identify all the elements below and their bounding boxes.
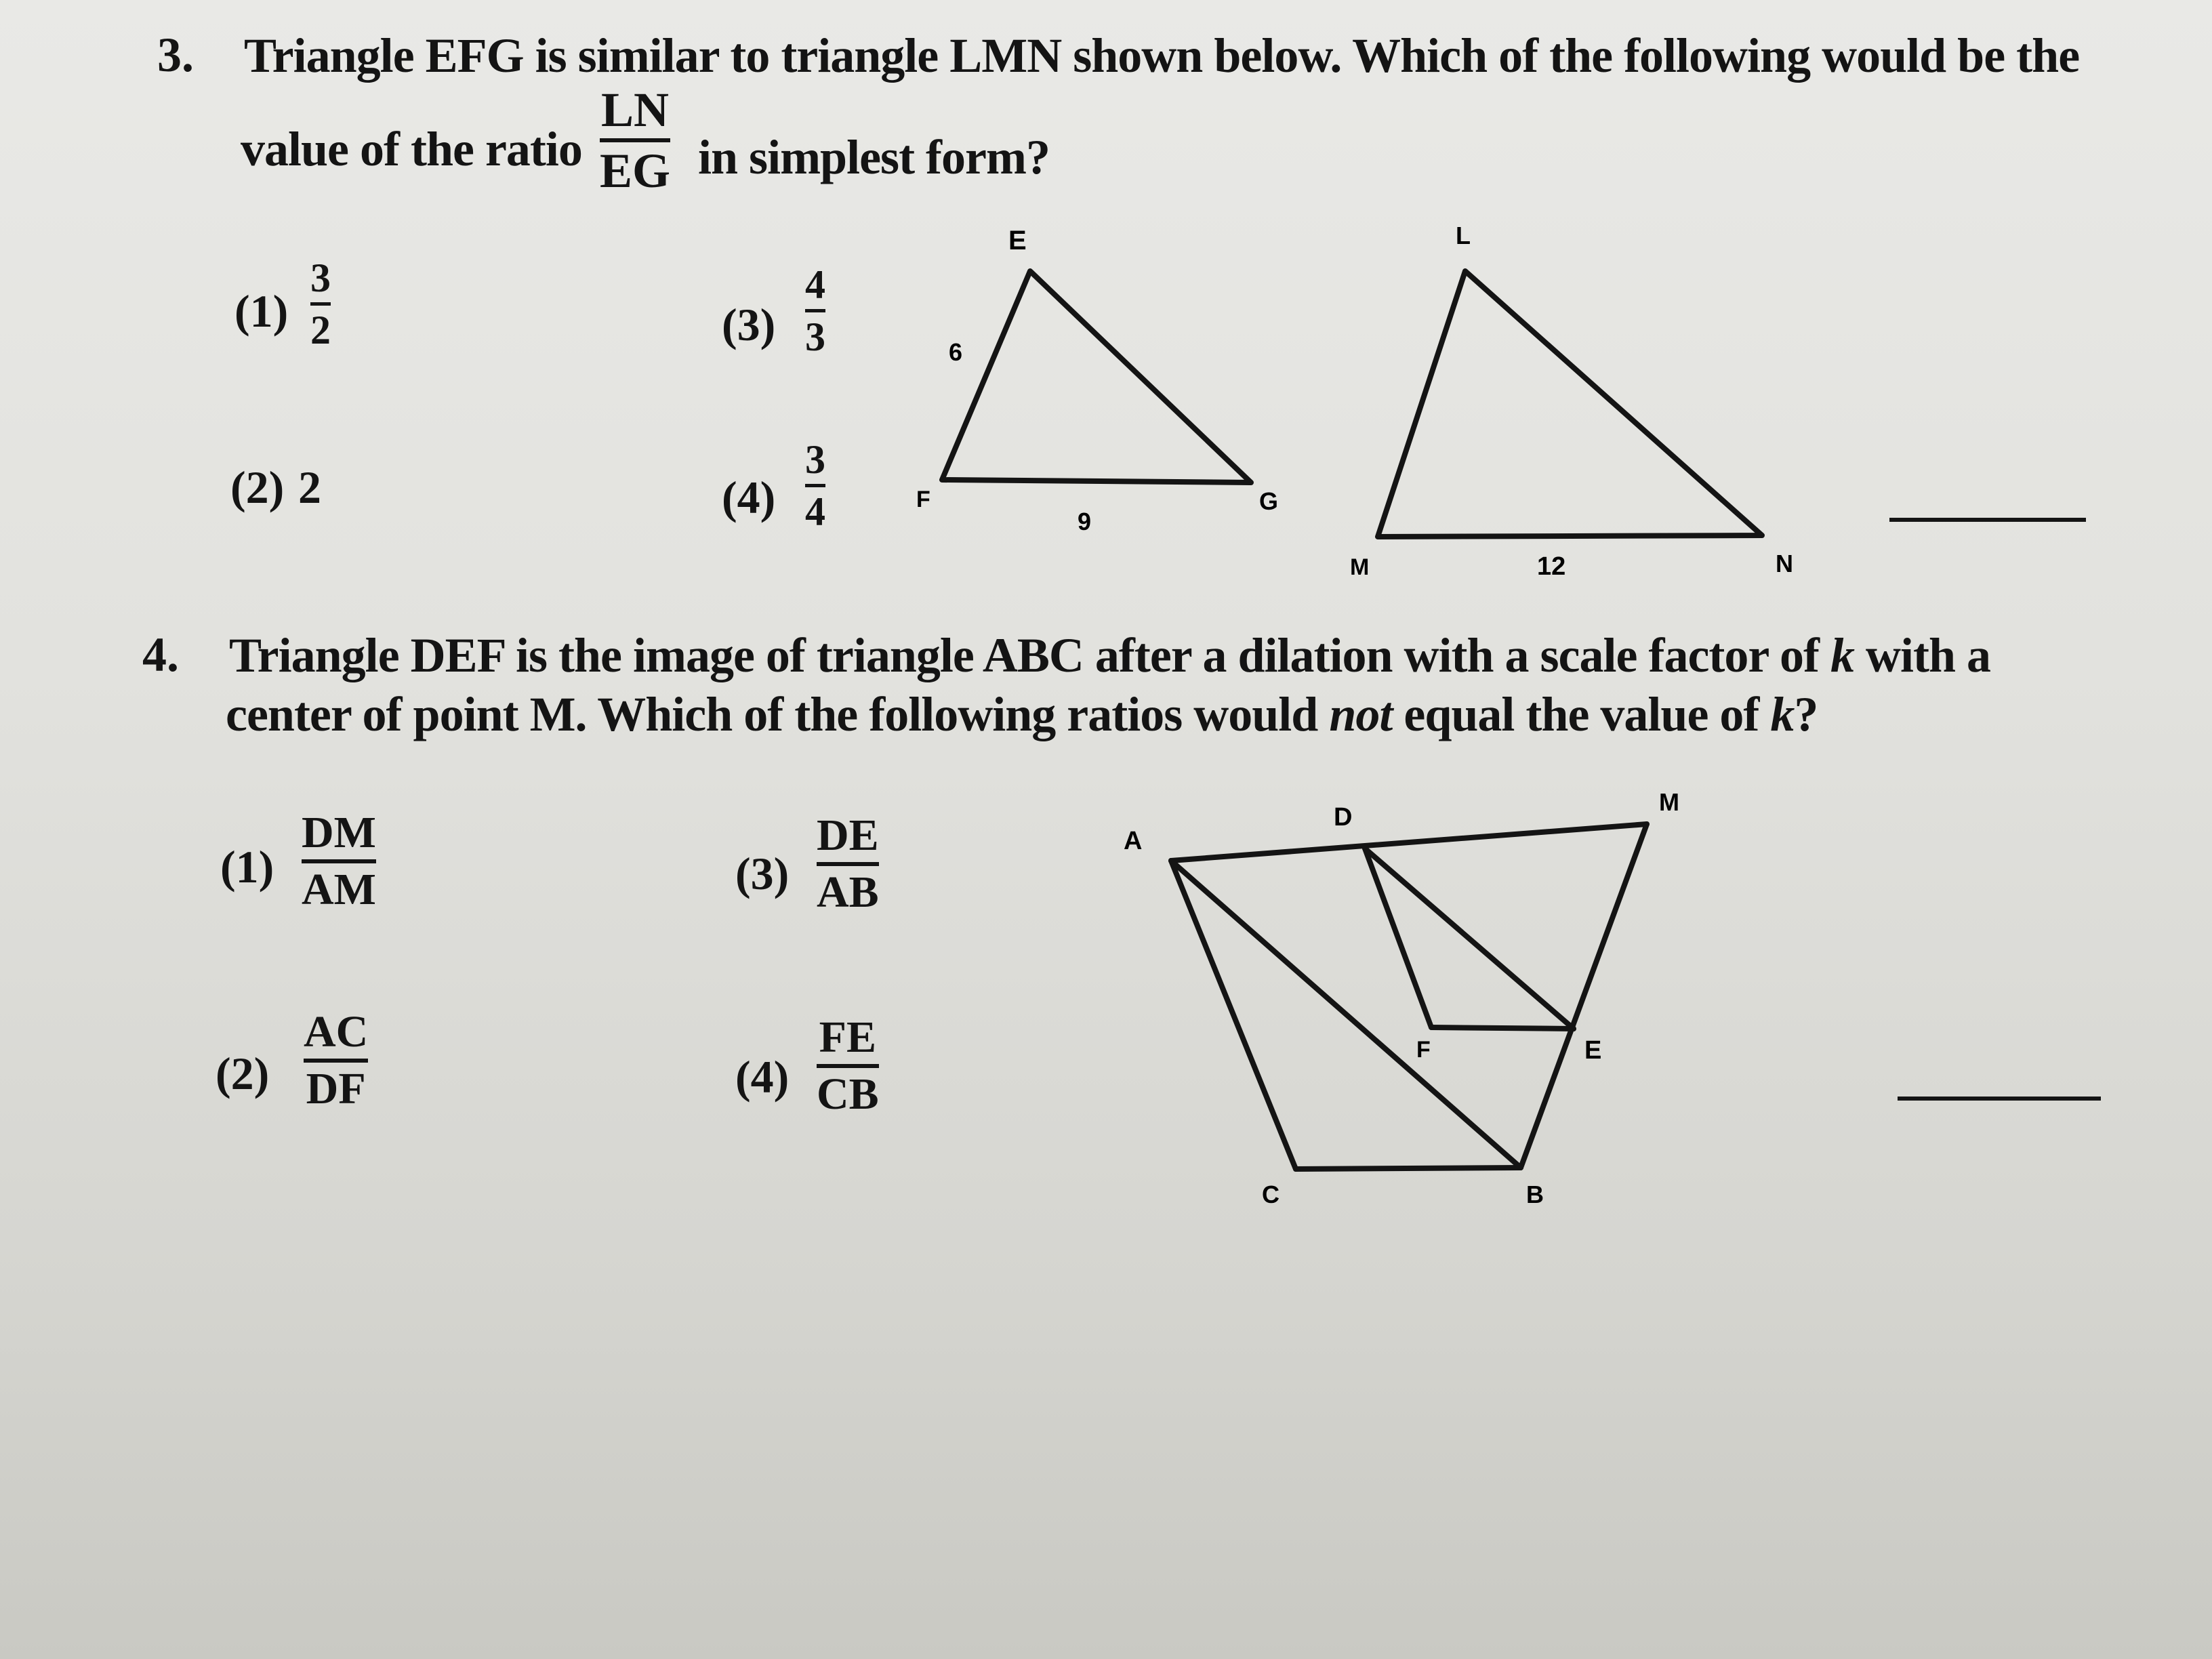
q3-ratio-numerator: LN [601, 83, 670, 137]
vertex-label-c: C [1262, 1181, 1279, 1208]
q4-choice-2-fraction[interactable] [304, 1007, 369, 1113]
q3-ratio-denominator: EG [600, 144, 671, 198]
vertex-label-a: A [1124, 827, 1143, 855]
q4-answer-blank[interactable] [1898, 1097, 2101, 1101]
q3-answer-blank[interactable] [1889, 518, 2086, 522]
q4-choice-2-label[interactable]: (2) [216, 1048, 270, 1099]
triangle-efg [942, 271, 1251, 483]
q4-line1-start: Triangle DEF is the image of triangle ABC after a dilation with a scale factor of [229, 628, 1820, 682]
q3-question-line1: Triangle EFG is similar to triangle LMN shown below. Which of the following would be the [244, 28, 2080, 83]
vertex-label-e: E [1008, 226, 1027, 255]
q4-choice-1-num: DM [302, 808, 376, 857]
fraction-bar [302, 859, 376, 863]
q4-line2-mid: equal the value of [1404, 687, 1759, 741]
q4-choice-1-fraction[interactable] [302, 808, 376, 914]
segment-ac [1171, 861, 1296, 1169]
q4-dilation-figure [1111, 779, 1721, 1213]
q3-choice-3-label[interactable]: (3) [722, 299, 776, 350]
q4-choice-3-label[interactable]: (3) [735, 848, 790, 899]
q3-choice-3-num: 4 [805, 262, 825, 307]
q3-question-line2-start: value of the ratio [241, 122, 582, 176]
side-label-ef: 6 [949, 338, 963, 366]
q4-question-line1 [229, 627, 1990, 684]
q3-choice-1-num: 3 [310, 255, 331, 300]
q4-choice-2-den: DF [306, 1064, 366, 1113]
vertex-label-b: B [1526, 1181, 1544, 1208]
fraction-bar [817, 862, 879, 866]
q4-choice-2-num: AC [304, 1007, 369, 1057]
q3-choice-4-num: 3 [805, 437, 825, 482]
q3-choice-2-label[interactable]: (2) [230, 462, 285, 513]
q4-number: 4. [142, 628, 179, 682]
q4-line2-end: ? [1794, 687, 1818, 741]
q3-choice-2-value[interactable]: 2 [298, 462, 321, 513]
vertex-label-m: M [1350, 554, 1370, 580]
vertex-label-e: E [1584, 1036, 1602, 1065]
segment-fe [1431, 1027, 1574, 1029]
q4-choice-4-label[interactable]: (4) [735, 1051, 790, 1103]
q4-line1-end: with a [1866, 628, 1991, 682]
q4-choice-3-fraction[interactable] [817, 813, 879, 915]
fraction-bar [805, 484, 825, 487]
vertex-label-m: M [1659, 788, 1679, 816]
side-label-fg: 9 [1078, 508, 1092, 535]
q4-not-emphasis: not [1329, 687, 1393, 741]
fraction-bar [817, 1064, 879, 1068]
q4-k-variable: k [1830, 628, 1855, 682]
fraction-bar [805, 309, 825, 312]
q3-choice-1-label[interactable]: (1) [234, 285, 289, 337]
q4-line2-start: center of point M. Which of the following ratios would [226, 687, 1318, 741]
vertex-label-g: G [1259, 487, 1279, 515]
fraction-bar [600, 138, 670, 142]
q4-choice-3-den: AB [817, 867, 879, 917]
q3-choice-4-den: 4 [805, 489, 825, 534]
q3-choice-3-fraction[interactable] [805, 264, 825, 357]
q3-choice-3-den: 3 [805, 314, 825, 359]
q3-number: 3. [157, 28, 194, 82]
q4-choice-4-num: FE [819, 1012, 877, 1062]
q4-choice-4-den: CB [817, 1069, 879, 1119]
side-label-mn: 12 [1537, 552, 1566, 581]
q4-choice-1-label[interactable]: (1) [220, 841, 274, 893]
vertex-label-d: D [1334, 803, 1353, 832]
vertex-label-f: F [1416, 1037, 1431, 1063]
fraction-bar [304, 1059, 368, 1063]
triangle-lmn [1378, 271, 1762, 537]
q3-triangles-figure [881, 203, 1830, 596]
segment-cb [1296, 1168, 1521, 1169]
fraction-bar [310, 302, 331, 306]
q3-choice-4-label[interactable]: (4) [722, 472, 776, 523]
q3-question-line2-end: in simplest form? [698, 130, 1050, 184]
vertex-label-l: L [1456, 222, 1471, 249]
q3-choice-4-fraction[interactable] [805, 439, 825, 532]
q4-choice-3-num: DE [817, 811, 879, 860]
q3-choice-1-den: 2 [310, 308, 331, 352]
vertex-label-n: N [1776, 550, 1793, 577]
vertex-label-f: F [916, 487, 930, 512]
segment-am [1171, 824, 1647, 861]
segment-ab [1171, 861, 1521, 1168]
q4-choice-1-den: AM [302, 865, 376, 914]
q4-question-line2 [226, 686, 1818, 743]
q3-ratio-fraction [600, 83, 671, 198]
q4-k-variable-2: k [1770, 687, 1795, 741]
q4-choice-4-fraction[interactable] [817, 1012, 879, 1119]
q3-choice-1-fraction[interactable] [310, 255, 331, 352]
